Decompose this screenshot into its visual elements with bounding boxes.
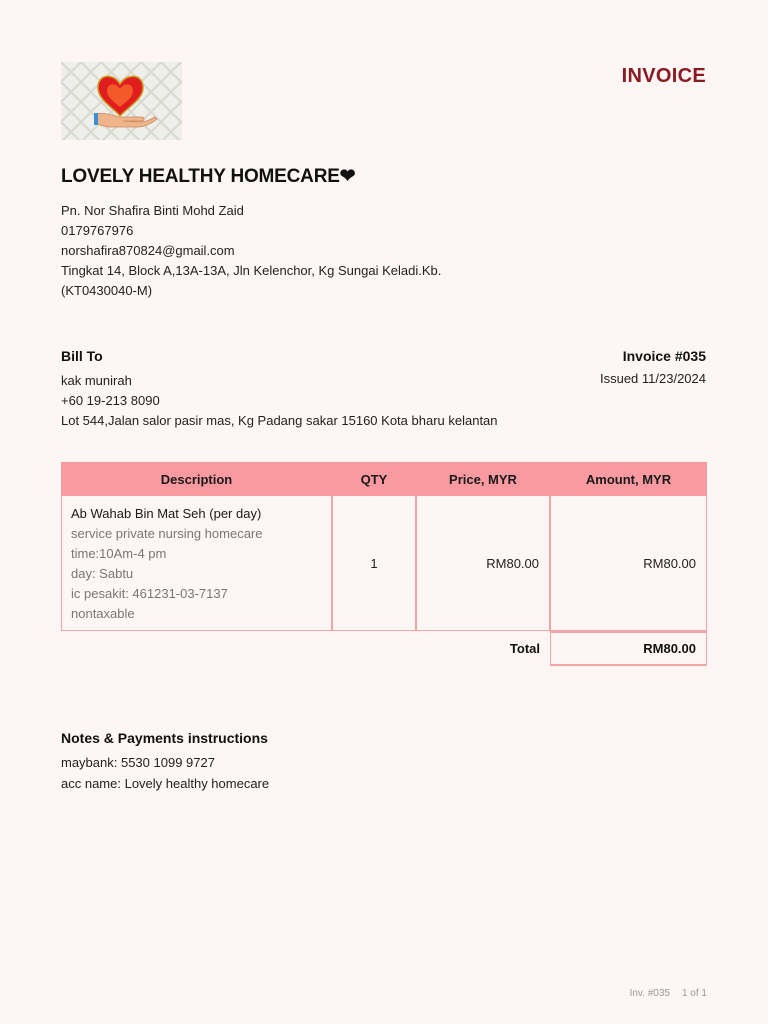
item-detail: ic pesakit: 461231-03-7137 — [71, 586, 228, 601]
company-contact-name: Pn. Nor Shafira Binti Mohd Zaid — [61, 203, 244, 218]
document-title: INVOICE — [621, 65, 706, 87]
total-row — [61, 631, 707, 666]
client-address: Lot 544,Jalan salor pasir mas, Kg Padang sakar 15160 Kota bharu kelantan — [61, 413, 498, 428]
table-header — [61, 462, 707, 496]
invoice-number: Invoice #035 — [622, 348, 706, 364]
cell-amount: RM80.00 — [550, 496, 707, 631]
header-amount: Amount, MYR — [585, 471, 672, 487]
company-registration: (KT0430040-M) — [61, 283, 153, 298]
page-footer — [630, 988, 707, 999]
heart-hand-logo-icon — [61, 62, 182, 140]
table-row — [61, 496, 707, 631]
payment-instructions — [61, 752, 269, 794]
header-qty: QTY — [360, 471, 388, 487]
bill-to-details — [61, 371, 498, 431]
header-price: Price, MYR — [449, 471, 517, 487]
item-detail: day: Sabtu — [71, 566, 134, 581]
header-description: Description — [160, 471, 233, 487]
company-logo — [61, 62, 182, 140]
notes-heading: Notes & Payments instructions — [61, 730, 268, 746]
company-address: Tingkat 14, Block A,13A-13A, Jln Kelenchor, Kg Sungai Keladi.Kb. — [61, 263, 442, 278]
company-email: norshafira870824@gmail.com — [61, 243, 235, 258]
client-name: kak munirah — [61, 373, 132, 388]
line-items-table — [61, 462, 707, 666]
total-value: RM80.00 — [550, 631, 707, 666]
bank-account: maybank: 5530 1099 9727 — [61, 755, 215, 770]
footer-invoice-ref: Inv. #035 — [629, 988, 670, 999]
bill-to-heading: Bill To — [61, 348, 103, 364]
page-number: 1 of 1 — [681, 988, 707, 999]
cell-price: RM80.00 — [416, 496, 550, 631]
item-detail: nontaxable — [71, 606, 135, 621]
company-phone: 0179767976 — [61, 223, 134, 238]
cell-description — [61, 496, 332, 631]
total-label: Total — [509, 641, 540, 656]
client-phone: +60 19-213 8090 — [61, 393, 160, 408]
company-name: LOVELY HEALTHY HOMECARE❤ — [61, 166, 356, 187]
company-details — [61, 201, 441, 301]
item-detail: service private nursing homecare — [71, 526, 263, 541]
account-name: acc name: Lovely healthy homecare — [61, 776, 270, 791]
issue-date: Issued 11/23/2024 — [599, 371, 706, 386]
cell-qty: 1 — [332, 496, 416, 631]
item-name: Ab Wahab Bin Mat Seh (per day) — [71, 506, 262, 521]
item-detail: time:10Am-4 pm — [71, 546, 167, 561]
